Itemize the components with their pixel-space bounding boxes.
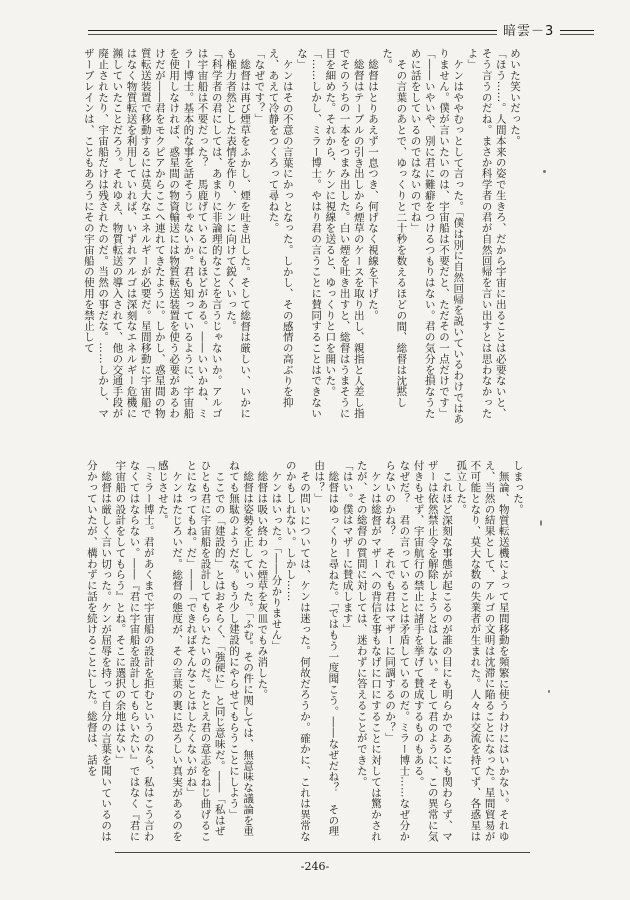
paragraph: 総督は姿勢を正していった。「ふむ。その件に関しては、無意味な議論を重ねても無駄のようだな。もう少し建設的にやらせてもらうことにしよう」 (227, 460, 255, 836)
paragraph: なぜだ？ 君の言っていることは矛盾しているのだ。ミラー博士……なぜ分からないのかね？ それでも君はマザーに同調するのか？」 (384, 460, 411, 842)
running-title: 暗雲－3 (497, 20, 560, 39)
text-column-upper (82, 48, 522, 428)
scan-speck (548, 690, 550, 693)
paragraph: 「科学者の君にしては、あまりに非論理的なことを言うじゃないか。アルゴは宇宙船は不要だった？ 馬鹿げているにもほどがある。――いいかね、ミラー博士。基本的な事を話そうじゃないか。君も知っているように、宇宙船を使用しなければ、惑星間の物資輸送には物質転送装置を使う必要があるわけだが――君をモクピアからここへ連れてきたように。しかし、惑星間の物質転送装置で移動するには莫大なエネルギーが必要だ。星間移動に宇宙船ではなく物質転送を利用していれば、いずれアルゴは深刻なエネルギー危機に瀕していたことだろう。それゆえ、物質転送の導入されて、他の交通手段が廃止されたり、宇宙船だけは残されたのだ。当然の事だな。……しかし、マザーブレインは、こともあろうにその宇宙船の使用を禁止して (82, 48, 223, 419)
paragraph: 「なぜです？」 (253, 48, 266, 125)
paragraph: 無論、物質転送機によって星間移動を頻繁に使うわけにはいかない。それゆえ、当然の結果として、アルゴの文明は沈滞に陥ることになった。星間貿易が不可能となり、莫大な数の失業者が生まれた。人々は交流を持てず、各惑星は孤立した。 (455, 460, 510, 842)
footer-rule (115, 852, 530, 853)
paragraph: 総督は再び煙草をふかし、煙を吐き出した。そして総督は厳しい、いかにも権力者然とした表情を作り、ケンに向けて鋭くいった。 (224, 48, 252, 419)
page-number: -246- (300, 860, 330, 873)
paragraph: めいた笑いだった。 (509, 48, 521, 147)
paragraph: これほど深刻な事態が起こるのが誰の目にも明らかであるにも関わらず、マザーは依然禁止令を解除しようとはしない。そして君のように、この異常に気付きもせず、宇宙航行の禁止に諸手を挙げて賛成するものもある。 (412, 460, 453, 842)
paragraph: 「――いやいや、別に君に難癖をつけるつもりはない。君の気分を損なうために話をしているのではないのでね」 (409, 48, 436, 419)
paragraph: ここでの「建設的」とはおそらく、「強硬に」と同じ意味だ。――「私はぜひとも君に宇宙船を設計してもらいたいのだ。たとえ君の意志をねじ曲げることになってもね。だ」――「できればそんなことはしたくないがね」 (185, 460, 226, 842)
paragraph: 総督は厳しく言い切った。ケンが屈辱を持って自分の言葉を聞いているのは分かっていたが、構わずに話を続けることにした。総督は、話を (85, 460, 113, 842)
paragraph: ケンはいった。「――分かりません」 (270, 470, 283, 651)
paragraph: 総督はゆっくりと尋ねた。「ではもう一度聞こう。――なぜだね？ その理由は？」 (313, 460, 340, 836)
paragraph: 「……しかし、ミラー博士。やはり君の言うことに賛同することはできないな」 (295, 48, 323, 419)
paragraph: 「ミラー博士。君があくまで宇宙船の設計を拒むというのなら、私はこう言わなくてはならない。――『君に宇宙船を設計してもらいたい』ではなく『君に宇宙船の設計をしてもらう』とね。そこに選択の余地はない」 (114, 460, 155, 842)
paragraph: ケンはややむっとして言った。「僕は別に自然回帰を説いているわけではありません。僕が言いたいのは、宇宙船は不要だと、ただその一点だけです」 (437, 48, 465, 424)
paragraph: しまった。 (512, 460, 524, 515)
text-column-lower (85, 460, 525, 845)
paragraph: 総督はテーブルの引き出しから煙草のケースを取り出し、親指と人差し指でそのうちの一本をつまみ出した。白い煙を吐き出すと、総督はうまそうに目を細めた。それから、ケンに視線を送ると、ゆっくりと口を開いた。 (324, 48, 365, 419)
paragraph: 総督はとりあえず一息つき、何げなく視線を下げた。 (366, 58, 379, 321)
paragraph: 「はい。僕はマザーに賛成します」 (341, 460, 354, 635)
paragraph: 「ほう……。人間本来の姿で生きろ、だから宇宙に出ることは必要ないと、そう言うのだね。まさか科学者の君が自然回帰を言い出すとは思わなかったよ」 (466, 48, 507, 419)
scan-speck (543, 170, 546, 173)
paragraph: ケンはその不意の言葉にかっとなった。しかし、その感情の高ぶりを抑え、あえて冷静をつくろって尋ねた。 (267, 48, 294, 408)
paragraph: その言葉のあとで、ゆっくりと二十秒を数えるほどの間、総督は沈黙した。 (381, 48, 408, 408)
paragraph: ケンは総督がマザーへの背信を事もなげに口にすることに対しては驚かされたが、その総督の質問に対しては、迷わずに答えることができた。 (355, 460, 382, 842)
paragraph: 総督は吸い終わった煙草を灰皿でもみ消した。 (256, 470, 269, 700)
paragraph: その問いについては、ケンは迷った。何故だろうか。確かに、これは異常なのかもしれない。しかし…… (284, 460, 311, 842)
paragraph: ケンはたじろいだ。総督の態度が、その言葉の裏に恐ろしい真実があるのを感じさせた。 (156, 460, 184, 842)
scan-speck (540, 520, 542, 526)
